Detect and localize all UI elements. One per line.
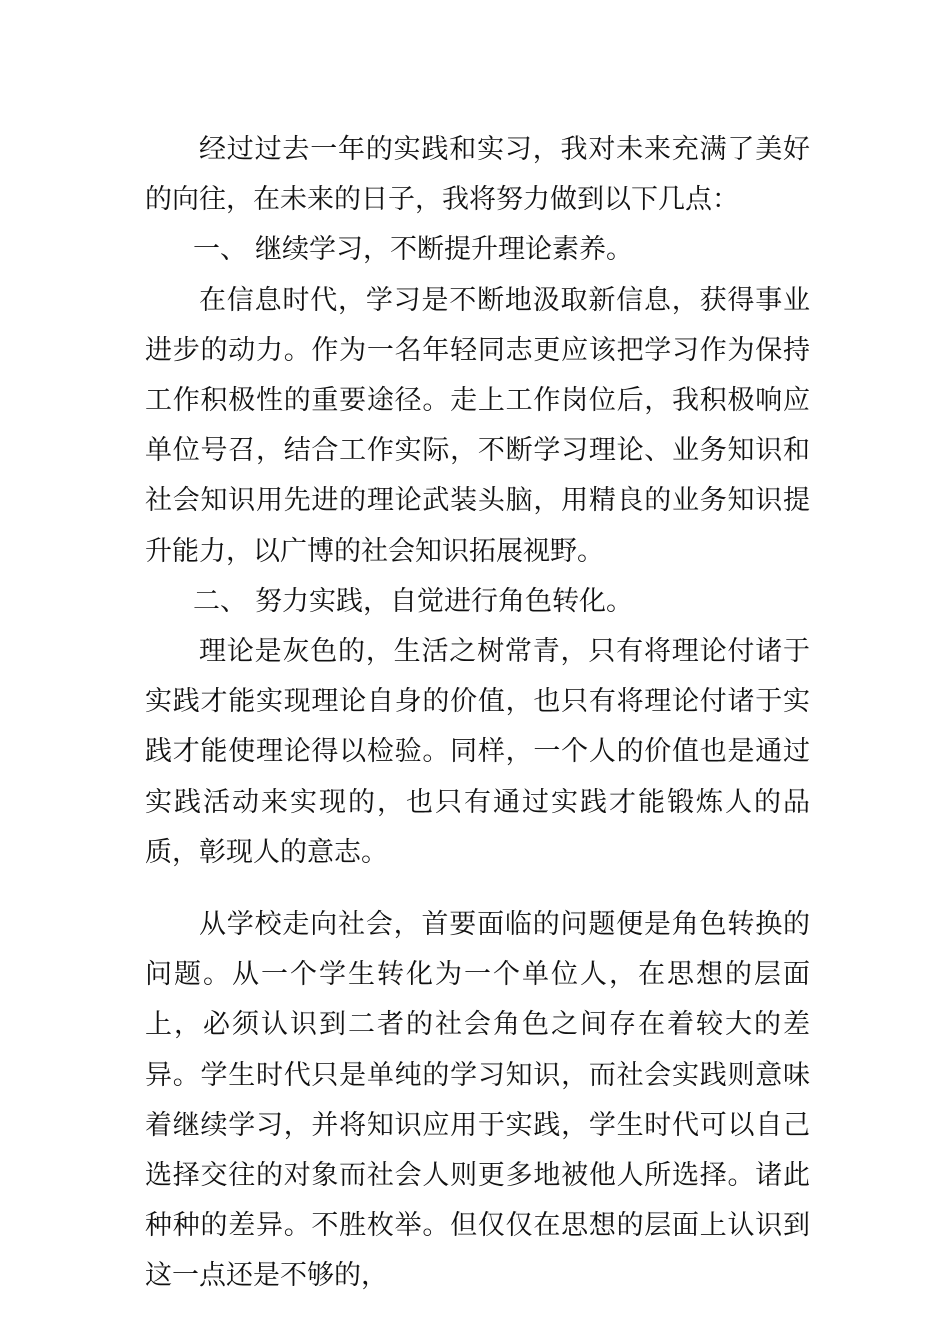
paragraph-theory-practice: 理论是灰色的，生活之树常青，只有将理论付诸于实践才能实现理论自身的价值，也只有将理论付诸于实践才能使理论得以检验。同样，一个人的价值也是通过实践活动来实现的，也只有通过实践才能锻炼人的品质，彰现人的意志。 <box>145 636 810 868</box>
paragraph-learning: 在信息时代，学习是不断地汲取新信息，获得事业进步的动力。作为一名年轻同志更应该把学习作为保持工作积极性的重要途径。走上工作岗位后，我积极响应单位号召，结合工作实际，不断学习理论、业务知识和社会知识用先进的理论武装头脑，用精良的业务知识提升能力，以广博的社会知识拓展视野。 <box>145 284 810 567</box>
paragraph-role-change: 从学校走向社会，首要面临的问题便是角色转换的问题。从一个学生转化为一个单位人，在思想的层面上，必须认识到二者的社会角色之间存在着较大的差异。学生时代只是单纯的学习知识，而社会实践则意味着继续学习，并将知识应用于实践，学生时代可以自己选择交往的对象而社会人则更多地被他人所选择。诸此种种的差异。不胜枚举。但仅仅在思想的层面上认识到这一点还是不够的， <box>145 909 810 1292</box>
paragraph-intro: 经过过去一年的实践和实习，我对未来充满了美好的向往，在未来的日子，我将努力做到以下几点： <box>145 134 810 216</box>
document-page <box>145 125 810 1302</box>
section-number: 一、 <box>193 234 247 266</box>
section-title: 努力实践，自觉进行角色转化。 <box>255 585 633 617</box>
section-heading-1 <box>145 225 810 275</box>
section-heading-2 <box>145 577 810 627</box>
section-title: 继续学习，不断提升理论素养。 <box>255 234 633 266</box>
section-number: 二、 <box>193 585 247 617</box>
paragraph-gap <box>145 878 810 900</box>
